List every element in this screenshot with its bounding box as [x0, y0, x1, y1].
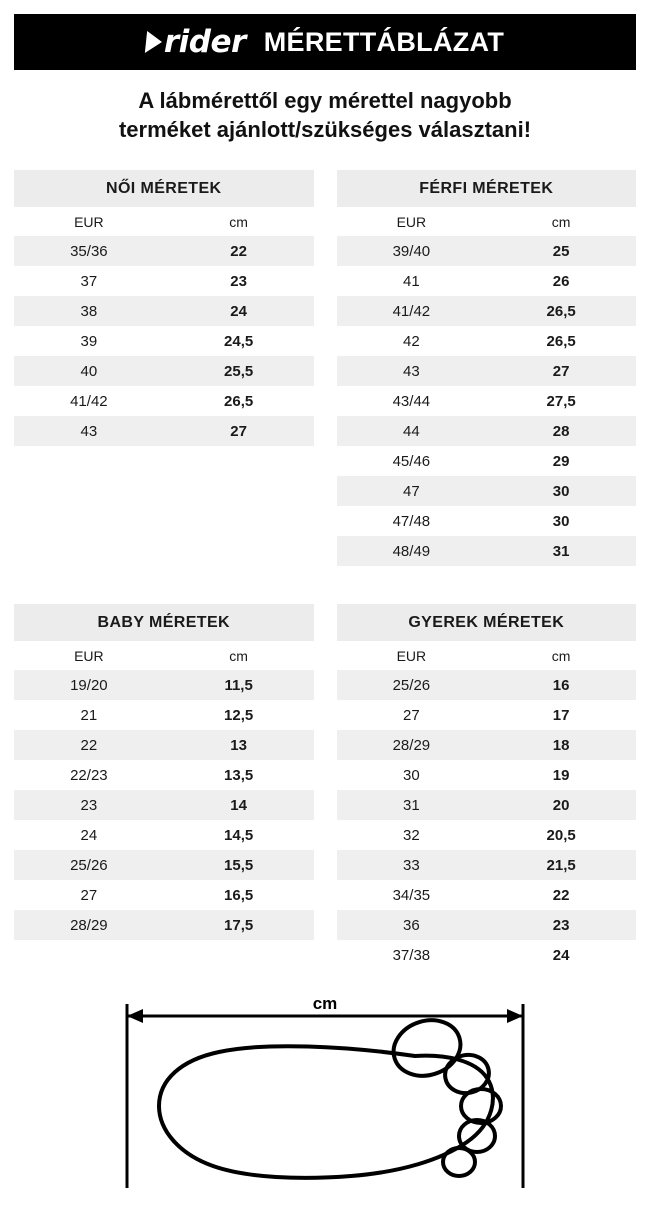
- cell-eur: 24: [14, 820, 164, 850]
- cell-cm: 11,5: [164, 670, 314, 700]
- brand-name: rider: [163, 23, 246, 60]
- cell-cm: 30: [486, 506, 636, 536]
- size-table-men: [337, 170, 637, 566]
- column-header-cm: cm: [164, 207, 314, 236]
- size-table-kids: [337, 604, 637, 970]
- column-header-cm: cm: [486, 207, 636, 236]
- cell-eur: 22/23: [14, 760, 164, 790]
- cell-cm: 24: [486, 940, 636, 970]
- arrow-head-right: [507, 1009, 523, 1023]
- table-row: [14, 820, 314, 850]
- table-row: [14, 670, 314, 700]
- cell-eur: 47/48: [337, 506, 487, 536]
- table-row: [337, 296, 637, 326]
- table-title: GYEREK MÉRETEK: [337, 604, 637, 641]
- table-row: [14, 910, 314, 940]
- cell-cm: 27: [486, 356, 636, 386]
- column-header-eur: EUR: [337, 641, 487, 670]
- column-header-cm: cm: [486, 641, 636, 670]
- cell-eur: 28/29: [337, 730, 487, 760]
- subtitle: [24, 86, 626, 144]
- cell-cm: 25: [486, 236, 636, 266]
- cell-cm: 16: [486, 670, 636, 700]
- cell-cm: 15,5: [164, 850, 314, 880]
- cell-cm: 24: [164, 296, 314, 326]
- cell-eur: 33: [337, 850, 487, 880]
- table-row: [337, 266, 637, 296]
- cell-eur: 41/42: [14, 386, 164, 416]
- table-row: [337, 476, 637, 506]
- table-row: [14, 386, 314, 416]
- cell-eur: 25/26: [14, 850, 164, 880]
- table: [337, 207, 637, 566]
- size-table-women: [14, 170, 314, 446]
- cell-eur: 48/49: [337, 536, 487, 566]
- cell-cm: 27,5: [486, 386, 636, 416]
- table-row: [337, 820, 637, 850]
- measure-label: cm: [312, 996, 338, 1014]
- cell-cm: 24,5: [164, 326, 314, 356]
- footprint-icon: [115, 996, 535, 1211]
- page-title: MÉRETTÁBLÁZAT: [263, 26, 505, 57]
- cell-cm: 22: [486, 880, 636, 910]
- table-row: [337, 910, 637, 940]
- cell-cm: 26: [486, 266, 636, 296]
- table-row: [14, 850, 314, 880]
- toe-5: [443, 1148, 475, 1176]
- table-row: [337, 790, 637, 820]
- table-row: [337, 536, 637, 566]
- table: [14, 641, 314, 940]
- size-table-baby: [14, 604, 314, 940]
- cell-eur: 32: [337, 820, 487, 850]
- toe-3: [461, 1089, 501, 1123]
- cell-cm: 19: [486, 760, 636, 790]
- cell-eur: 43: [14, 416, 164, 446]
- column-header-eur: EUR: [14, 207, 164, 236]
- column-header-eur: EUR: [337, 207, 487, 236]
- cell-eur: 41/42: [337, 296, 487, 326]
- cell-eur: 21: [14, 700, 164, 730]
- table-row: [14, 730, 314, 760]
- rider-logo: [146, 23, 246, 60]
- cell-cm: 26,5: [486, 296, 636, 326]
- cell-eur: 37: [14, 266, 164, 296]
- table-row: [14, 266, 314, 296]
- table: [337, 641, 637, 970]
- cell-cm: 26,5: [164, 386, 314, 416]
- table-row: [14, 880, 314, 910]
- cell-cm: 30: [486, 476, 636, 506]
- table-row: [14, 236, 314, 266]
- table-header-row: [337, 207, 637, 236]
- cell-cm: 17: [486, 700, 636, 730]
- cell-eur: 43/44: [337, 386, 487, 416]
- table-row: [337, 880, 637, 910]
- table-row: [14, 790, 314, 820]
- cell-eur: 25/26: [337, 670, 487, 700]
- table-row: [14, 356, 314, 386]
- cell-cm: 23: [164, 266, 314, 296]
- cell-eur: 37/38: [337, 940, 487, 970]
- column-header-cm: cm: [164, 641, 314, 670]
- cell-cm: 14,5: [164, 820, 314, 850]
- table-row: [337, 670, 637, 700]
- cell-eur: 44: [337, 416, 487, 446]
- cell-eur: 27: [337, 700, 487, 730]
- toe-big: [386, 1012, 467, 1084]
- table-row: [14, 326, 314, 356]
- table-row: [337, 356, 637, 386]
- cell-cm: 27: [164, 416, 314, 446]
- cell-cm: 23: [486, 910, 636, 940]
- cell-eur: 28/29: [14, 910, 164, 940]
- table-row: [337, 386, 637, 416]
- table-title: BABY MÉRETEK: [14, 604, 314, 641]
- table-row: [337, 730, 637, 760]
- cell-eur: 35/36: [14, 236, 164, 266]
- cell-cm: 31: [486, 536, 636, 566]
- table-title: FÉRFI MÉRETEK: [337, 170, 637, 207]
- table-header-row: [337, 641, 637, 670]
- cell-cm: 17,5: [164, 910, 314, 940]
- table-row: [337, 850, 637, 880]
- table-row: [337, 760, 637, 790]
- cell-eur: 39/40: [337, 236, 487, 266]
- cell-eur: 43: [337, 356, 487, 386]
- table-row: [337, 506, 637, 536]
- cell-cm: 20: [486, 790, 636, 820]
- cell-cm: 14: [164, 790, 314, 820]
- cell-cm: 28: [486, 416, 636, 446]
- cell-cm: 26,5: [486, 326, 636, 356]
- size-tables-top: [0, 170, 650, 566]
- cell-cm: 25,5: [164, 356, 314, 386]
- cell-eur: 30: [337, 760, 487, 790]
- cell-cm: 13: [164, 730, 314, 760]
- size-tables-bottom: [0, 604, 650, 970]
- rider-arrow-icon: [145, 31, 163, 53]
- subtitle-line-1: A lábmérettől egy mérettel nagyobb: [138, 88, 512, 113]
- table-row: [337, 326, 637, 356]
- cell-cm: 12,5: [164, 700, 314, 730]
- cell-eur: 22: [14, 730, 164, 760]
- cell-eur: 41: [337, 266, 487, 296]
- table-row: [14, 760, 314, 790]
- table-row: [337, 446, 637, 476]
- table-header-row: [14, 207, 314, 236]
- cell-eur: 31: [337, 790, 487, 820]
- table-header-row: [14, 641, 314, 670]
- cell-eur: 38: [14, 296, 164, 326]
- cell-eur: 47: [337, 476, 487, 506]
- table-row: [14, 416, 314, 446]
- cell-eur: 23: [14, 790, 164, 820]
- cell-eur: 19/20: [14, 670, 164, 700]
- table-row: [14, 296, 314, 326]
- cell-cm: 16,5: [164, 880, 314, 910]
- arrow-head-left: [127, 1009, 143, 1023]
- cell-eur: 40: [14, 356, 164, 386]
- table-row: [337, 416, 637, 446]
- cell-eur: 45/46: [337, 446, 487, 476]
- cell-cm: 18: [486, 730, 636, 760]
- table-row: [337, 700, 637, 730]
- cell-cm: 22: [164, 236, 314, 266]
- cell-cm: 29: [486, 446, 636, 476]
- foot-measurement-diagram: [0, 996, 650, 1211]
- column-header-eur: EUR: [14, 641, 164, 670]
- table-row: [337, 940, 637, 970]
- table-title: NŐI MÉRETEK: [14, 170, 314, 207]
- cell-eur: 39: [14, 326, 164, 356]
- header-bar: [14, 14, 636, 70]
- cell-eur: 34/35: [337, 880, 487, 910]
- table-row: [337, 236, 637, 266]
- cell-cm: 13,5: [164, 760, 314, 790]
- cell-eur: 36: [337, 910, 487, 940]
- cell-cm: 20,5: [486, 820, 636, 850]
- table-row: [14, 700, 314, 730]
- subtitle-line-2: terméket ajánlott/szükséges választani!: [118, 117, 532, 143]
- cell-eur: 42: [337, 326, 487, 356]
- cell-cm: 21,5: [486, 850, 636, 880]
- cell-eur: 27: [14, 880, 164, 910]
- table: [14, 207, 314, 446]
